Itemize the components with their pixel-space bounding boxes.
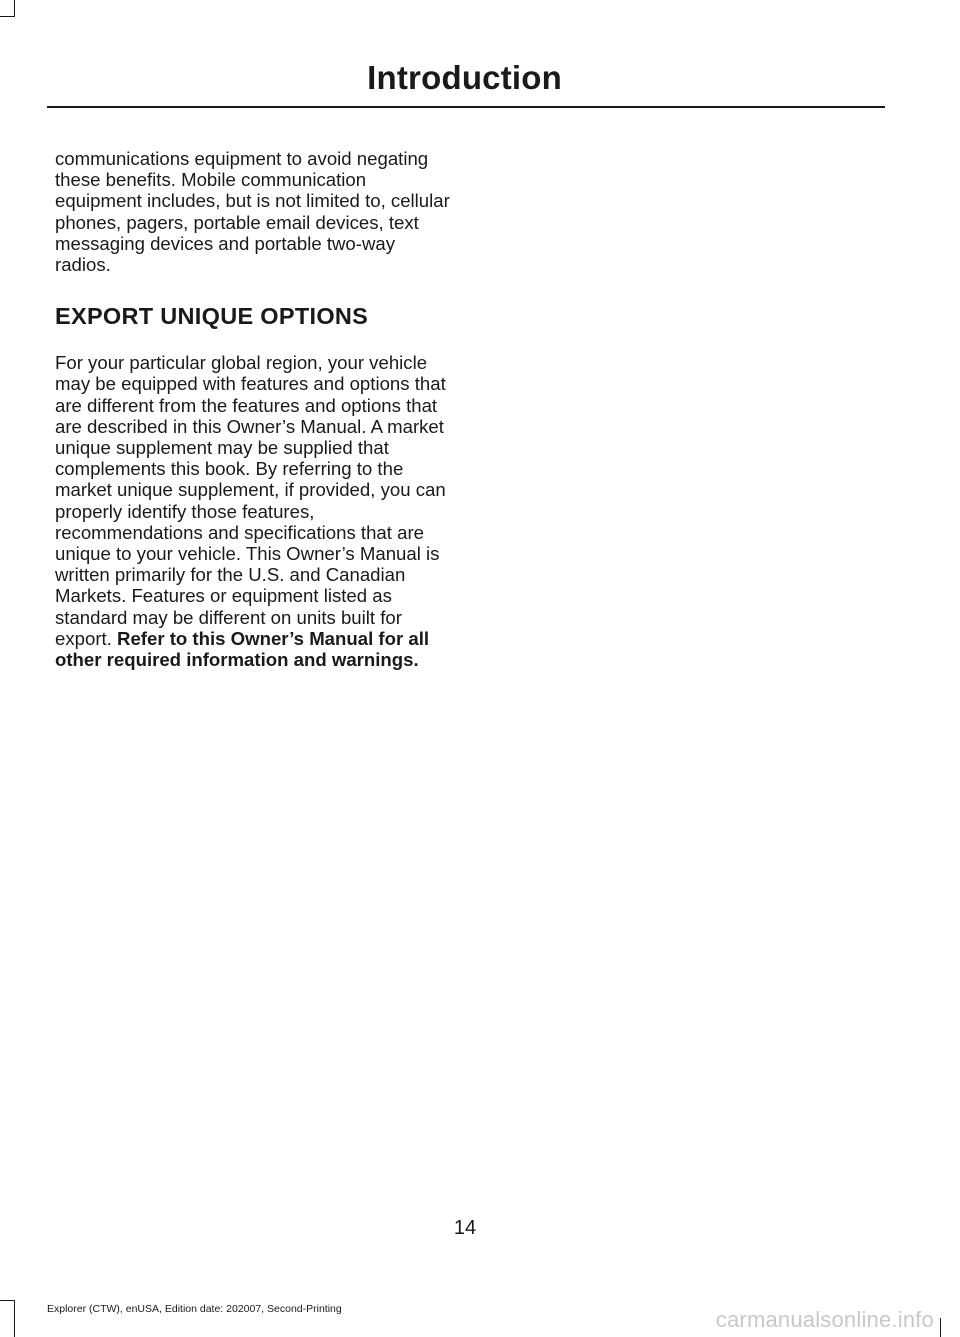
crop-mark-bottom-left-horizontal <box>0 1300 15 1301</box>
edition-note: Explorer (CTW), enUSA, Edition date: 202007, Second-Printing <box>47 1303 342 1315</box>
section-paragraph <box>55 352 450 670</box>
header-divider <box>47 106 885 108</box>
section-heading: EXPORT UNIQUE OPTIONS <box>55 303 369 330</box>
section-paragraph-bold: Refer to this Owner’s Manual for all other required information and warnings. <box>55 627 430 671</box>
continued-paragraph: communications equipment to avoid negating these benefits. Mobile communication equipment includes, but is not limited to, cellular phones, pagers, portable email devices, text messaging devices and portable two-way radios. <box>55 148 450 276</box>
section-paragraph-text: For your particular global region, your vehicle may be equipped with features and options that are different from the features and options that are described in this Owner’s Manual. A market unique supplement may be supplied that complements this book. By referring to the market unique supplement, if provided, you can properly identify those features, recommendations and specifications that are unique to your vehicle. This Owner’s Manual is written primarily for the U.S. and Canadian Markets. Features or equipment listed as standard may be different on units built for export. <box>55 352 446 649</box>
main-column <box>55 148 450 670</box>
watermark-link[interactable]: carmanualsonline.info <box>715 1307 934 1332</box>
crop-mark-bottom-right-vertical <box>940 1318 941 1337</box>
crop-mark-top-left-horizontal <box>0 16 15 17</box>
page-number: 14 <box>453 1217 477 1239</box>
crop-mark-bottom-left-vertical <box>14 1300 15 1337</box>
page-title: Introduction <box>367 59 562 96</box>
crop-mark-top-left-vertical <box>14 0 15 16</box>
